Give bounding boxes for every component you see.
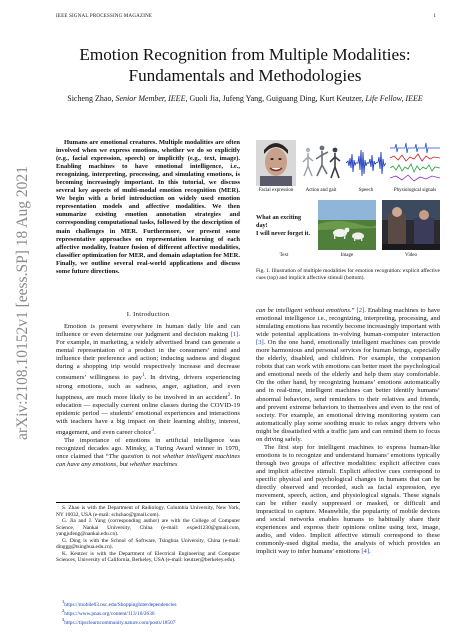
title-line-1: Emotion Recognition from Multiple Modalities: [79, 45, 411, 64]
footnote-links [56, 599, 240, 626]
label-image: Image [340, 253, 354, 258]
right-column-body [256, 307, 440, 556]
intro-text: . In driving, drivers experiencing strong emotions, such as sadness, anger, agitation, and even happiness, are much more likely to be involved in an accident [56, 374, 240, 401]
author-part-1: Sicheng Zhao, [67, 94, 116, 103]
citation-link[interactable]: [3] [256, 339, 264, 347]
figure-1 [256, 140, 440, 261]
footnote-marker[interactable]: 1 [141, 372, 145, 379]
citation-link[interactable]: [2] [356, 307, 365, 314]
footnote-affiliation: K. Keutzer is with the Department of Electrical Engineering and Computer Sciences, University of California, Berkeley, USA (e-mail: keutzer@berkeley.edu). [56, 550, 240, 563]
label-facial-expression: Facial expression [258, 188, 294, 193]
footnote-marker[interactable]: 2 [227, 391, 231, 398]
text-sample-line: I will never forget it. [256, 230, 311, 237]
author-part-2: Guoli Jia, Jufeng Yang, Guiguang Ding, Kurt Keutzer, [187, 94, 366, 103]
introduction-body [56, 323, 240, 469]
footnote-number: 2 [62, 608, 65, 614]
section-heading-introduction: I. Introduction [126, 311, 170, 318]
text-sample-box [256, 200, 312, 250]
body-text: ” [351, 307, 357, 314]
author-role-1: Senior Member, IEEE, [115, 94, 188, 103]
speech-waveform-image [346, 140, 386, 186]
footnote-affiliation: G. Ding is with the School of Software, Tsinghua University, China (e-mail: dinggg@tsinghua.edu.cn). [56, 537, 240, 550]
paper-title [50, 44, 440, 86]
intro-text: The importance of emotions in artificial intelligence was recognized decades ago. Minsky, a Turing Award winner in 1970, once claimed that “ [56, 437, 240, 461]
label-text: Text [279, 253, 289, 258]
running-head: IEEE SIGNAL PROCESSING MAGAZINE [56, 14, 153, 19]
author-list [50, 94, 440, 103]
abstract [56, 139, 240, 276]
citation-link[interactable]: [4] [361, 548, 370, 556]
footnote-url[interactable]: https://www.pnas.org/content/113/10/2636 [64, 610, 155, 617]
arxiv-side-stamp[interactable]: arXiv:2108.10152v1 [eess.SP] 18 Aug 2021 [14, 166, 31, 440]
intro-paragraph-1 [56, 323, 240, 437]
author-role-2: Life Fellow, IEEE [365, 94, 423, 103]
image-stimulus [318, 200, 376, 250]
body-text: . On the one hand, emotionally intelligent machines can provide more harmonious and personal services for human beings, especially the elderly, disabled, and children. For example, the companion robots that can work with emotions can better meet the psychological and emotional needs of the elderly and help them stay comfortable. On the other hand, by recognizing humans’ emotions automatically and in real-time, intelligent machines can better identify humans’ abnormal behaviors, send reminders to their relatives and friends, and prevent extreme behaviors to themselves and even to the rest of society. For example, an emotional driving monitoring system can automatically play some soothing music to relax angry drivers who might be dissatisfied with a traffic jam and can remind them to focus on driving safely. [256, 339, 440, 443]
intro-text: . In education — especially current online classes during the COVID-19 epidemic period — students’ emotional experiences and interactions with teachers have a big impact on their learning ability, interest, engagement, and even career choice [56, 393, 240, 437]
footnote-affiliation: S. Zhao is with the Department of Radiology, Columbia University, New York, NY 10032, USA (e-mail: schzhao@gmail.com). [56, 505, 240, 518]
abstract-text: Humans are emotional creatures. Multiple modalities are often involved when we express emotions, whether we do so explicitly (e.g., facial expression, speech) or implicitly (e.g., text, image). Enabling machines to have emotional intelligence, i.e., recognizing, interpreting, processing, and simulating emotions, is becoming increasingly important. In this tutorial, we discuss several key aspects of multi-modal emotion recognition (MER). We begin with a brief introduction on widely used emotion representation models and affective modalities. We then summarize existing emotion annotation strategies and corresponding computational tasks, followed by the description of main challenges in MER. Furthermore, we present some representative approaches on representation learning of each affective modality, feature fusion of different affective modalities, classifier optimization for MER, and domain adaptation for MER. Finally, we outline several real-world applications and discuss some future directions. [56, 139, 240, 275]
intro-paragraph-2 [56, 437, 240, 469]
footnote-url[interactable]: https://tipsclearncommunity.nature.com/posts/18507 [64, 619, 176, 626]
body-text: The first step for intelligent machines to express human-like emotions is to recognize and understand humans’ emotions typically through two groups of affective modalities: explicit affective cues and implicit affective stimuli. Explicit affective cues correspond to specific physical and psychological changes in humans that can be directly observed and recorded, such as facial expression, eye movement, speech, action, and physiological signals. These signals can be either easily suppressed or masked, or difficult and impractical to capture. Meanwhile, the popularity of mobile devices and social networks enables humans to habitually share their experiences and express their opinions online using text, image, audio, and video. Implicit affective stimuli correspond to these commonly-used digital media, the analysis of which provides an implicit way to infer humans’ emotions [256, 443, 440, 556]
minsky-quote-end: can be intelligent without emotions. [256, 307, 352, 314]
figure-caption: Fig. 1. Illustration of multiple modalities for emotion recognition: explicit affective cues (top) and implicit affective stimuli (bottom). [256, 268, 440, 281]
footnote-number: 3 [62, 617, 65, 623]
text-sample [256, 214, 312, 238]
footnote-affiliation: G. Jia and J. Yang (corresponding author) are with the College of Computer Science, Nankai University, China (e-mail: exped1230@gmail.com, yangjufeng@nankai.edu.cn). [56, 518, 240, 537]
minsky-quote: The question is not whether intelligent machines can have any emotions, but whether machines [56, 453, 240, 469]
page-number: 1 [433, 14, 436, 19]
footnote-link-row [56, 608, 240, 617]
video-stimulus [382, 200, 440, 250]
footnote-link-row [56, 599, 240, 608]
intro-text: . [154, 429, 156, 437]
label-action-gait: Action and gait [305, 188, 337, 193]
label-speech: Speech [358, 188, 374, 193]
physiological-signals-image [390, 140, 440, 186]
facial-expression-image [256, 140, 296, 186]
footnote-marker[interactable]: 3 [151, 426, 155, 433]
footnote-url[interactable]: https://mobile03.nsc.edu/ShoppingInterdependencies [64, 601, 177, 608]
label-video: Video [405, 253, 417, 258]
footnote-link-row [56, 617, 240, 626]
citation-link[interactable]: [1] [230, 331, 239, 339]
right-paragraph-2 [256, 444, 440, 557]
title-line-2: Fundamentals and Methodologies [128, 66, 362, 85]
body-text: . Enabling machines to have emotional intelligence i.e., recognizing, interpreting, processing, and simulating emotions has recently become increasingly important with wide potential applications in-volving human-computer interaction [256, 307, 440, 339]
intro-text: . For example, in marketing, a widely advertised brand can generate a mental representation of a product in the consumers’ mind and influence their preference and action; inducing sadness and disgust during a shopping trip would respectively increase and decrease consumers’ willingness to pay [56, 331, 240, 382]
label-physiological-signals: Physiological signals [393, 188, 437, 193]
intro-text: Emotion is present everywhere in human daily life and can influence or even determine our judgment and decision making [56, 323, 240, 339]
right-paragraph-1 [256, 307, 440, 444]
footnote-number: 1 [62, 599, 65, 604]
action-gait-image [300, 140, 342, 186]
body-text: . [369, 548, 371, 556]
text-sample-line: What an exciting day! [256, 214, 302, 229]
affiliation-footnotes [56, 502, 240, 564]
